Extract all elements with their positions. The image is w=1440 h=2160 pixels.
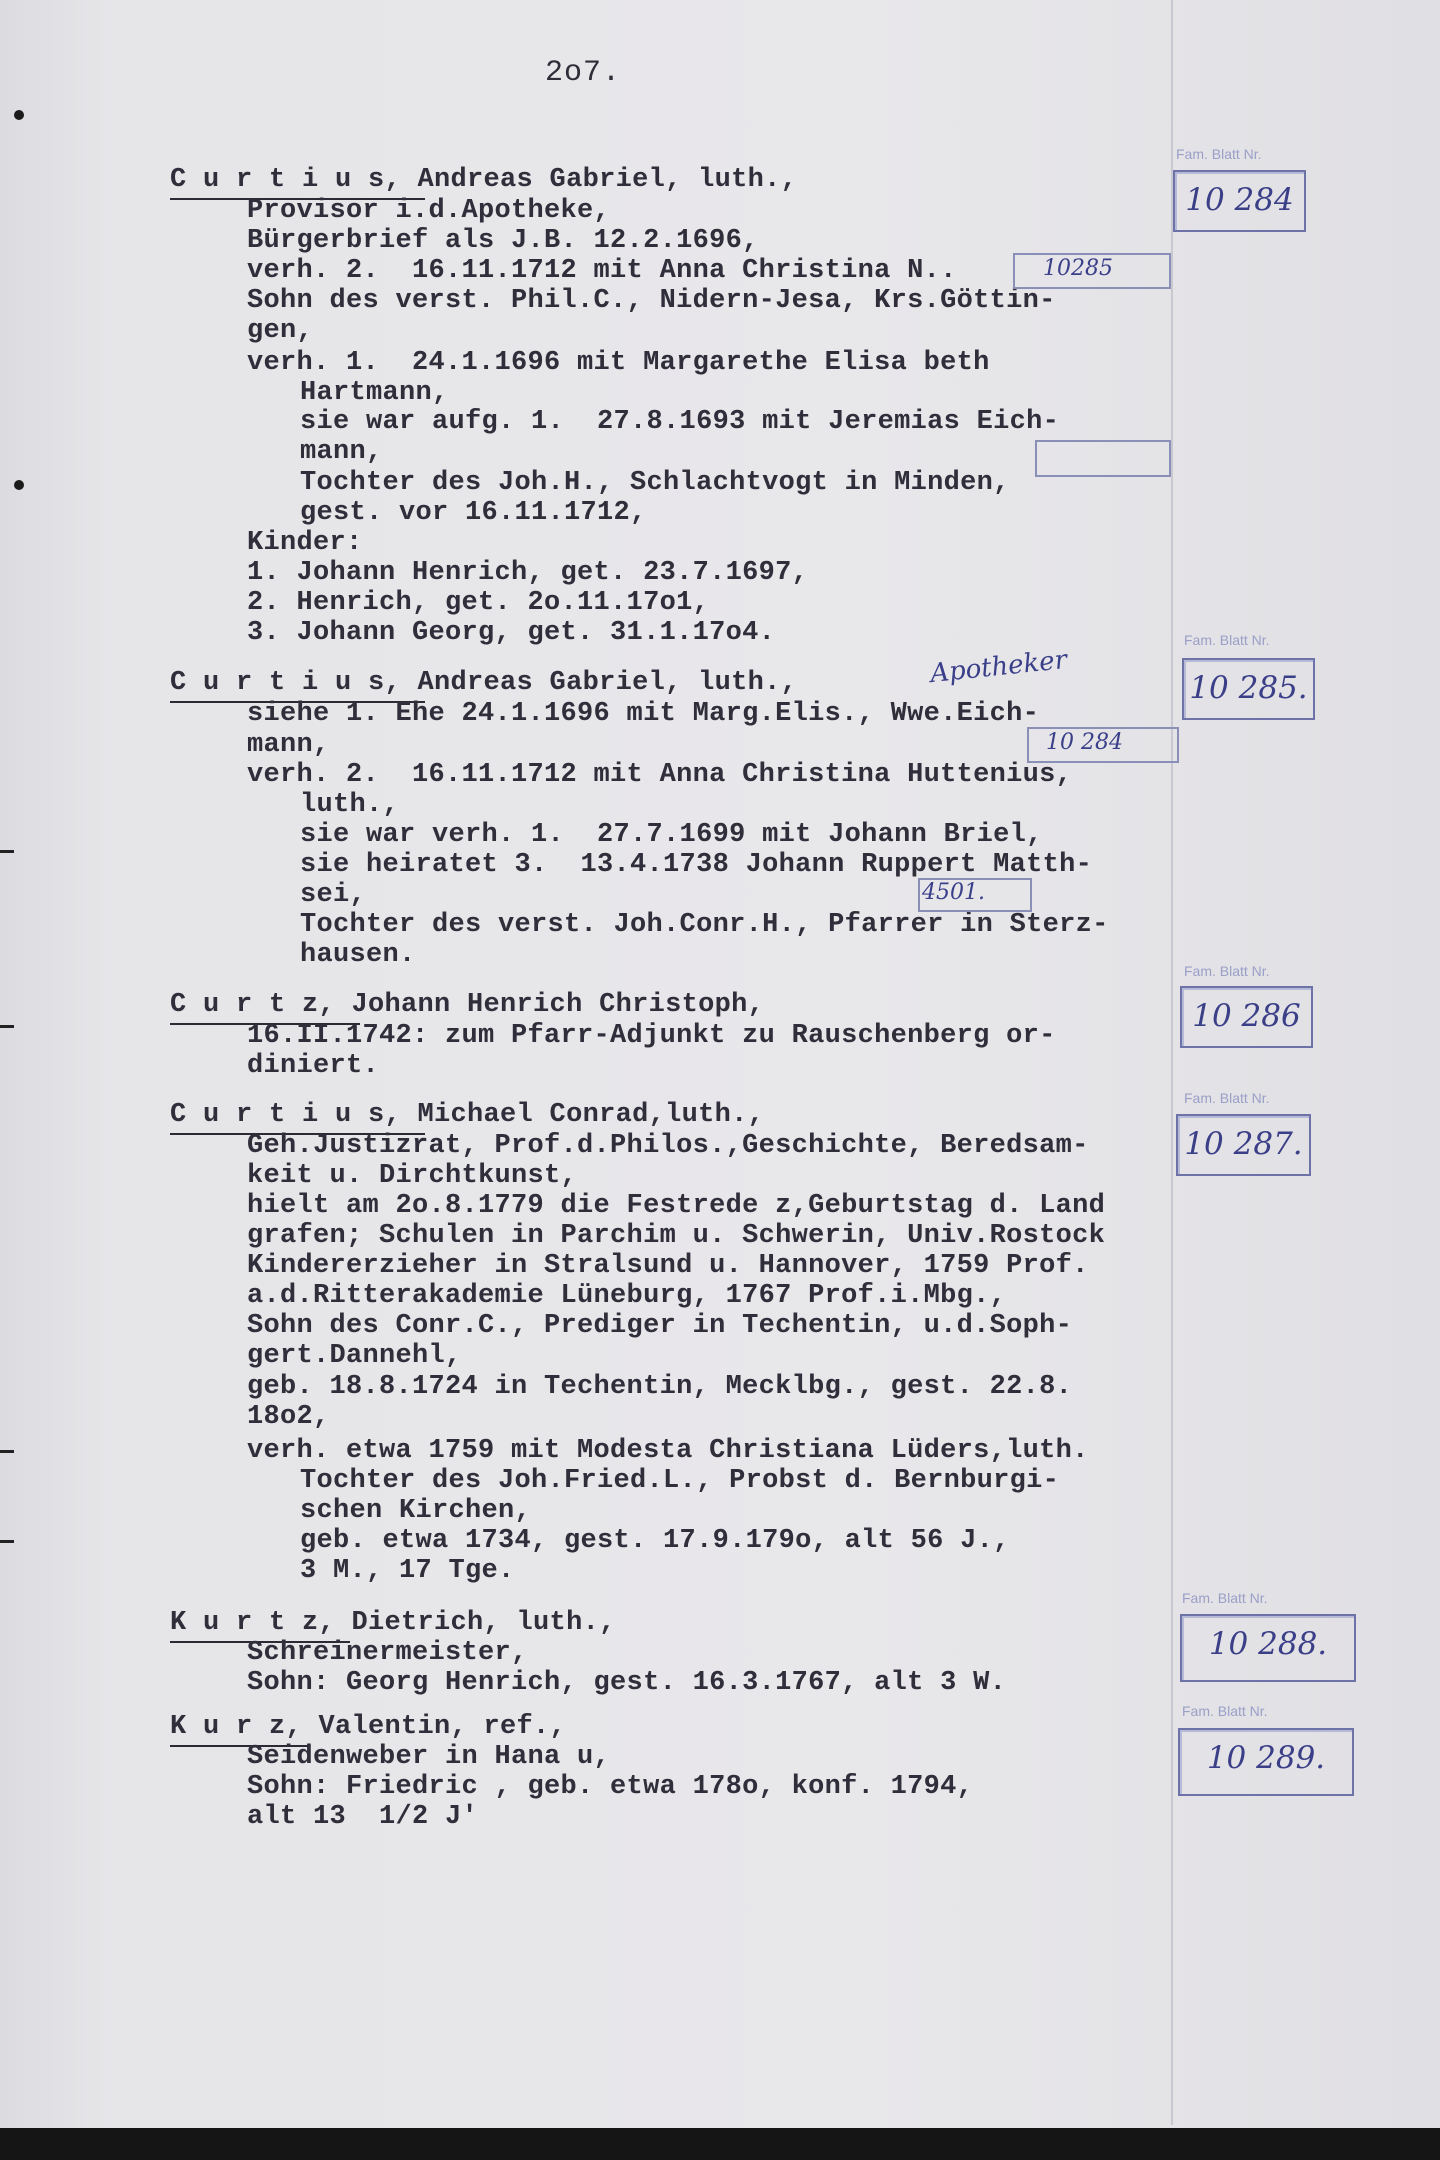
entry-line: Kinder: bbox=[247, 528, 363, 558]
entry-line: Tochter des Joh.H., Schlachtvogt in Minden, bbox=[300, 468, 1010, 498]
fam-blatt-label: Fam. Blatt Nr. bbox=[1184, 1090, 1270, 1106]
entry-line: sie war aufg. 1. 27.8.1693 mit Jeremias Eich- bbox=[300, 407, 1060, 437]
punch-mark bbox=[14, 480, 24, 490]
entry-line: alt 13 1/2 J' bbox=[247, 1802, 479, 1832]
margin-rule bbox=[1171, 0, 1173, 2125]
handwritten-reference: 10285 bbox=[1043, 256, 1113, 281]
entry-line: Tochter des Joh.Fried.L., Probst d. Bernburgi- bbox=[300, 1466, 1060, 1496]
entry-line: hausen. bbox=[300, 940, 416, 970]
entry-heading: C u r t i u s, Andreas Gabriel, luth., bbox=[170, 668, 798, 698]
entry-line: geb. etwa 1734, gest. 17.9.179o, alt 56 J., bbox=[300, 1526, 1010, 1556]
fam-blatt-number: 10 289. bbox=[1206, 1740, 1326, 1776]
edge-tick bbox=[0, 1540, 14, 1543]
entry-line: 3 M., 17 Tge. bbox=[300, 1556, 515, 1586]
entry-line: verh. 1. 24.1.1696 mit Margarethe Elisa beth bbox=[247, 348, 990, 378]
edge-tick bbox=[0, 1450, 14, 1453]
handwritten-reference: 10 284 bbox=[1046, 730, 1123, 755]
entry-line: diniert. bbox=[247, 1051, 380, 1081]
entry-line: sie heiratet 3. 13.4.1738 Johann Ruppert Matth- bbox=[300, 850, 1093, 880]
entry-line: 16.II.1742: zum Pfarr-Adjunkt zu Rauschenberg or- bbox=[247, 1021, 1056, 1051]
entry-line: verh. 2. 16.11.1712 mit Anna Christina N.. bbox=[247, 256, 957, 286]
entry-line: 2. Henrich, get. 2o.11.17o1, bbox=[247, 588, 710, 618]
fam-blatt-number: 10 285. bbox=[1189, 670, 1308, 706]
entry-line: luth., bbox=[300, 790, 400, 820]
fam-blatt-number-box bbox=[1176, 1114, 1311, 1176]
entry-line: grafen; Schulen in Parchim u. Schwerin, Univ.Rostock bbox=[247, 1221, 1106, 1251]
entry-line: Sohn des verst. Phil.C., Nidern-Jesa, Krs.Göttin- bbox=[247, 286, 1056, 316]
fam-blatt-number: 10 284 bbox=[1185, 182, 1294, 218]
entry-heading: K u r z, Valentin, ref., bbox=[170, 1712, 567, 1742]
entry-line: gert.Dannehl, bbox=[247, 1341, 462, 1371]
handwritten-note: Apotheker bbox=[928, 644, 1069, 690]
entry-line: verh. 2. 16.11.1712 mit Anna Christina Huttenius, bbox=[247, 760, 1073, 790]
entry-line: sie war verh. 1. 27.7.1699 mit Johann Briel, bbox=[300, 820, 1043, 850]
fam-blatt-label: Fam. Blatt Nr. bbox=[1184, 632, 1270, 648]
entry-heading: C u r t i u s, Michael Conrad,luth., bbox=[170, 1100, 765, 1130]
entry-line: 18o2, bbox=[247, 1402, 330, 1432]
entry-line: Schreinermeister, bbox=[247, 1638, 528, 1668]
entry-line: Hartmann, bbox=[300, 378, 449, 408]
fam-blatt-number-box bbox=[1180, 1614, 1356, 1682]
entry-line: gest. vor 16.11.1712, bbox=[300, 498, 647, 528]
handwritten-reference: 4501. bbox=[922, 880, 985, 905]
fam-blatt-number-box bbox=[1182, 658, 1315, 720]
entry-line: mann, bbox=[300, 437, 383, 467]
entry-heading: C u r t z, Johann Henrich Christoph, bbox=[170, 990, 765, 1020]
reference-box bbox=[1035, 440, 1171, 477]
fam-blatt-label: Fam. Blatt Nr. bbox=[1184, 963, 1270, 979]
fam-blatt-number-box bbox=[1180, 986, 1313, 1048]
fam-blatt-label: Fam. Blatt Nr. bbox=[1176, 146, 1262, 162]
edge-tick bbox=[0, 1025, 14, 1028]
entry-line: verh. etwa 1759 mit Modesta Christiana Lüders,luth. bbox=[247, 1436, 1089, 1466]
fam-blatt-number-box bbox=[1178, 1728, 1354, 1796]
entry-line: Kindererzieher in Stralsund u. Hannover, 1759 Prof. bbox=[247, 1251, 1089, 1281]
punch-mark bbox=[14, 110, 24, 120]
entry-line: Bürgerbrief als J.B. 12.2.1696, bbox=[247, 226, 759, 256]
entry-line: Geh.Justizrat, Prof.d.Philos.,Geschichte, Beredsam- bbox=[247, 1131, 1089, 1161]
entry-line: Provisor i.d.Apotheke, bbox=[247, 196, 611, 226]
entry-line: hielt am 2o.8.1779 die Festrede z,Geburtstag d. Land bbox=[247, 1191, 1106, 1221]
entry-line: Seidenweber in Hana u, bbox=[247, 1742, 611, 1772]
entry-line: a.d.Ritterakademie Lüneburg, 1767 Prof.i.Mbg., bbox=[247, 1281, 1007, 1311]
fam-blatt-number: 10 286 bbox=[1192, 998, 1301, 1034]
entry-line: keit u. Dirchtkunst, bbox=[247, 1161, 578, 1191]
fam-blatt-number-box bbox=[1173, 170, 1306, 232]
entry-line: mann, bbox=[247, 730, 330, 760]
entry-line: gen, bbox=[247, 316, 314, 346]
entry-line: Sohn: Friedric , geb. etwa 178o, konf. 1794, bbox=[247, 1772, 974, 1802]
fam-blatt-number: 10 287. bbox=[1184, 1126, 1303, 1162]
edge-tick bbox=[0, 850, 14, 853]
entry-line: sei, bbox=[300, 880, 367, 910]
entry-line: schen Kirchen, bbox=[300, 1496, 532, 1526]
entry-heading: K u r t z, Dietrich, luth., bbox=[170, 1608, 616, 1638]
fam-blatt-label: Fam. Blatt Nr. bbox=[1182, 1590, 1268, 1606]
page-number: 2o7. bbox=[545, 56, 622, 90]
entry-line: 3. Johann Georg, get. 31.1.17o4. bbox=[247, 618, 776, 648]
fam-blatt-label: Fam. Blatt Nr. bbox=[1182, 1703, 1268, 1719]
entry-heading: C u r t i u s, Andreas Gabriel, luth., bbox=[170, 165, 798, 195]
entry-line: geb. 18.8.1724 in Techentin, Mecklbg., gest. 22.8. bbox=[247, 1372, 1073, 1402]
entry-line: 1. Johann Henrich, get. 23.7.1697, bbox=[247, 558, 809, 588]
scan-edge bbox=[0, 2128, 1440, 2160]
fam-blatt-number: 10 288. bbox=[1208, 1626, 1328, 1662]
entry-line: Sohn des Conr.C., Prediger in Techentin, u.d.Soph- bbox=[247, 1311, 1073, 1341]
entry-line: Tochter des verst. Joh.Conr.H., Pfarrer in Sterz- bbox=[300, 910, 1109, 940]
entry-line: Sohn: Georg Henrich, gest. 16.3.1767, alt 3 W. bbox=[247, 1668, 1007, 1698]
entry-line: siehe 1. Ehe 24.1.1696 mit Marg.Elis., Wwe.Eich- bbox=[247, 699, 1040, 729]
